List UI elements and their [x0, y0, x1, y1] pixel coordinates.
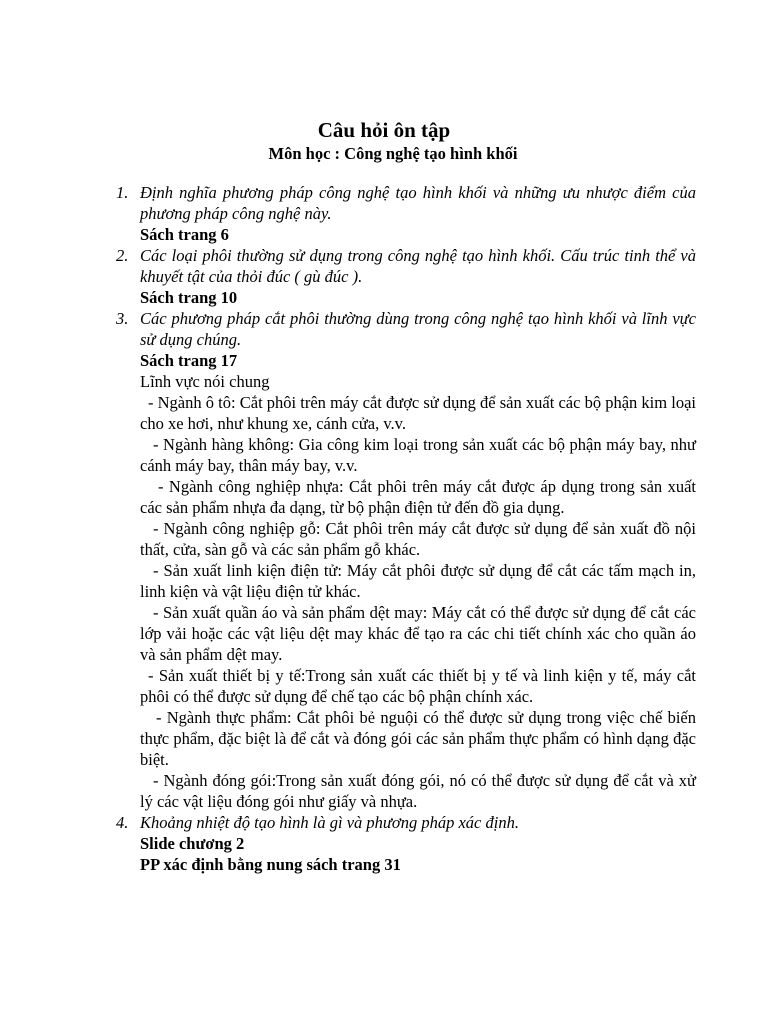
- question-number: 2.: [116, 246, 129, 265]
- question-2-reference: Sách trang 10: [140, 288, 238, 307]
- question-list: [116, 182, 696, 875]
- field-item: - Sản xuất thiết bị y tế:Trong sản xuất các thiết bị y tế và linh kiện y tế, máy cắt phôi có thể được sử dụng để chế tạo các bộ phận chính xác.: [140, 666, 696, 706]
- question-number: 1.: [116, 183, 129, 202]
- question-text: Khoảng nhiệt độ tạo hình là gì và phương pháp xác định.: [140, 813, 519, 832]
- page-subtitle: Môn học : Công nghệ tạo hình khối: [268, 144, 518, 163]
- field-item: - Ngành ô tô: Cắt phôi trên máy cắt được sử dụng để sản xuất các bộ phận kim loại cho xe hơi, như khung xe, cánh cửa, v.v.: [140, 393, 696, 433]
- question-3-reference: Sách trang 17: [140, 351, 238, 370]
- question-3: [116, 308, 696, 350]
- field-item: - Ngành hàng không: Gia công kim loại trong sản xuất các bộ phận máy bay, như cánh máy bay, thân máy bay, v.v.: [140, 435, 696, 475]
- question-4-reference-2: PP xác định bằng nung sách trang 31: [140, 855, 401, 874]
- question-text: Các loại phôi thường sử dụng trong công nghệ tạo hình khối. Cấu trúc tinh thể và khuyết tật của thỏi đúc ( gù đúc ).: [140, 246, 696, 286]
- question-1-reference: Sách trang 6: [140, 225, 229, 244]
- page-title: Câu hỏi ôn tập: [317, 118, 451, 142]
- field-item: - Ngành đóng gói:Trong sản xuất đóng gói, nó có thể được sử dụng để cắt và xử lý các vật liệu đóng gói như giấy và nhựa.: [140, 771, 696, 811]
- question-1: [116, 182, 696, 224]
- question-text: Các phương pháp cắt phôi thường dùng trong công nghệ tạo hình khối và lĩnh vực sử dụng chúng.: [140, 309, 696, 349]
- question-text: Định nghĩa phương pháp công nghệ tạo hình khối và những ưu nhược điểm của phương pháp công nghệ này.: [140, 183, 696, 223]
- general-heading: Lĩnh vực nói chung: [140, 372, 270, 391]
- field-item: - Sản xuất quần áo và sản phẩm dệt may: Máy cắt có thể được sử dụng để cắt các lớp vải hoặc các vật liệu dệt may khác để tạo ra các chi tiết chính xác cho quần áo và sản phẩm dệt may.: [140, 603, 696, 664]
- field-item: - Ngành công nghiệp gỗ: Cắt phôi trên máy cắt được sử dụng để sản xuất đồ nội thất, cửa, sàn gỗ và các sản phẩm gỗ khác.: [140, 519, 696, 559]
- field-item: - Ngành công nghiệp nhựa: Cắt phôi trên máy cắt được áp dụng trong sản xuất các sản phẩm nhựa đa dạng, từ bộ phận điện tử đến đồ gia dụng.: [140, 477, 696, 517]
- question-4: [116, 812, 696, 833]
- question-4-reference: Slide chương 2: [140, 834, 245, 853]
- question-2: [116, 245, 696, 287]
- question-number: 3.: [116, 309, 129, 328]
- question-number: 4.: [116, 813, 129, 832]
- field-item: - Sản xuất linh kiện điện tử: Máy cắt phôi được sử dụng để cắt các tấm mạch in, linh kiện và vật liệu điện tử khác.: [140, 561, 696, 601]
- field-item: - Ngành thực phẩm: Cắt phôi bẻ nguội có thể được sử dụng trong việc chế biến thực phẩm, đặc biệt là để cắt và đóng gói các sản phẩm thực phẩm có hình dạng đặc biệt.: [140, 708, 696, 769]
